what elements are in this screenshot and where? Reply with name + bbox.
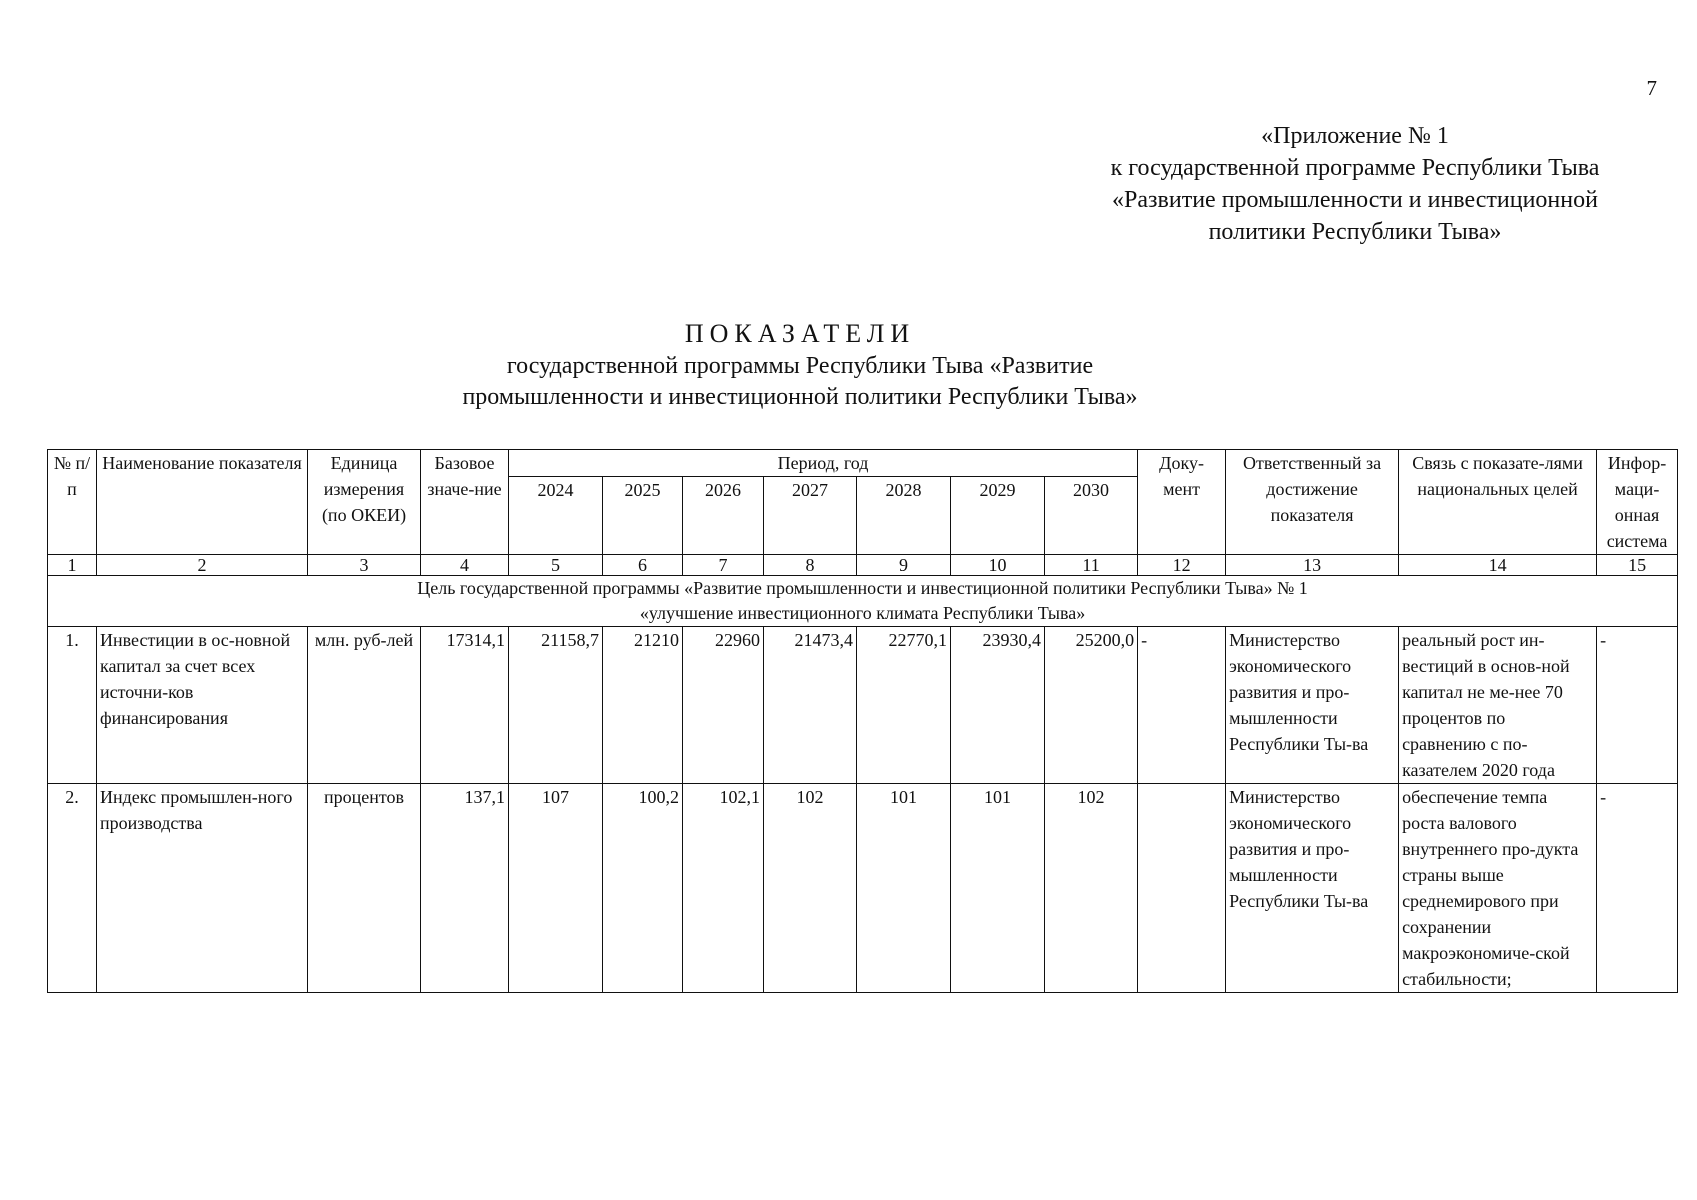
column-number: 2 [97, 555, 308, 576]
appendix-line: «Приложение № 1 [1261, 123, 1449, 149]
col-header-year: 2027 [764, 477, 857, 555]
row-document [1138, 784, 1226, 993]
row-value-2028: 101 [857, 784, 951, 993]
col-header-year: 2026 [683, 477, 764, 555]
row-value-2029: 101 [951, 784, 1045, 993]
row-unit: млн. руб-лей [308, 627, 421, 784]
goal-cell [48, 576, 1678, 627]
appendix-header [1040, 120, 1670, 248]
row-value-2026: 22960 [683, 627, 764, 784]
col-header-responsible: Ответственный за достижение показателя [1226, 450, 1399, 555]
row-info: - [1597, 784, 1678, 993]
row-num: 2. [48, 784, 97, 993]
column-number-row [48, 555, 1678, 576]
col-header-unit: Единица измерения (по ОКЕИ) [308, 450, 421, 555]
column-number: 12 [1138, 555, 1226, 576]
row-value-2026: 102,1 [683, 784, 764, 993]
row-name: Индекс промышлен-ного производства [97, 784, 308, 993]
col-header-base: Базовое значе-ние [421, 450, 509, 555]
row-value-2024: 21158,7 [509, 627, 603, 784]
column-number: 4 [421, 555, 509, 576]
row-base: 17314,1 [421, 627, 509, 784]
header-row [48, 450, 1678, 477]
row-value-2027: 21473,4 [764, 627, 857, 784]
goal-line: «улучшение инвестиционного климата Республики Тыва» [639, 603, 1086, 623]
row-name: Инвестиции в ос-новной капитал за счет всех источни-ков финансирования [97, 627, 308, 784]
column-number: 10 [951, 555, 1045, 576]
row-info: - [1597, 627, 1678, 784]
document-title-block [300, 318, 1300, 413]
row-value-2027: 102 [764, 784, 857, 993]
appendix-line: к государственной программе Республики Тыва [1110, 155, 1600, 181]
row-link: обеспечение темпа роста валового внутреннего про-дукта страны выше среднемирового при сохранении макроэкономиче-ской стабильности; [1399, 784, 1597, 993]
goal-line: Цель государственной программы «Развитие промышленности и инвестиционной политики Республики Тыва» № 1 [417, 578, 1308, 598]
col-header-year: 2024 [509, 477, 603, 555]
column-number: 1 [48, 555, 97, 576]
col-header-year: 2025 [603, 477, 683, 555]
row-unit: процентов [308, 784, 421, 993]
table-row [48, 784, 1678, 993]
col-header-info: Инфор-маци-онная система [1597, 450, 1678, 555]
document-subtitle: государственной программы Республики Тыва «Развитие [506, 353, 1094, 379]
col-header-num: № п/п [48, 450, 97, 555]
column-number: 9 [857, 555, 951, 576]
col-header-year: 2028 [857, 477, 951, 555]
goal-row [48, 576, 1678, 627]
column-number: 6 [603, 555, 683, 576]
col-header-year: 2029 [951, 477, 1045, 555]
column-number: 14 [1399, 555, 1597, 576]
document-title: ПОКАЗАТЕЛИ [684, 319, 916, 348]
indicators-table [47, 449, 1678, 993]
row-value-2025: 21210 [603, 627, 683, 784]
col-header-year: 2030 [1045, 477, 1138, 555]
row-value-2025: 100,2 [603, 784, 683, 993]
col-header-link: Связь с показате-лями национальных целей [1399, 450, 1597, 555]
row-base: 137,1 [421, 784, 509, 993]
row-value-2030: 102 [1045, 784, 1138, 993]
column-number: 13 [1226, 555, 1399, 576]
table-row [48, 627, 1678, 784]
row-responsible: Министерство экономического развития и про-мышленности Республики Ты-ва [1226, 627, 1399, 784]
column-number: 11 [1045, 555, 1138, 576]
document-subtitle: промышленности и инвестиционной политики Республики Тыва» [462, 384, 1138, 410]
column-number: 8 [764, 555, 857, 576]
appendix-line: «Развитие промышленности и инвестиционной [1112, 187, 1598, 213]
row-value-2024: 107 [509, 784, 603, 993]
row-link: реальный рост ин-вестиций в основ-ной капитал не ме-нее 70 процентов по сравнению с по-казателем 2020 года [1399, 627, 1597, 784]
row-responsible: Министерство экономического развития и про-мышленности Республики Ты-ва [1226, 784, 1399, 993]
col-header-name: Наименование показателя [97, 450, 308, 555]
column-number: 7 [683, 555, 764, 576]
row-value-2028: 22770,1 [857, 627, 951, 784]
column-number: 5 [509, 555, 603, 576]
row-document: - [1138, 627, 1226, 784]
col-header-period: Период, год [509, 450, 1138, 477]
page-number: 7 [1646, 76, 1657, 100]
appendix-line: политики Республики Тыва» [1208, 219, 1502, 245]
row-num: 1. [48, 627, 97, 784]
col-header-document: Доку-мент [1138, 450, 1226, 555]
row-value-2030: 25200,0 [1045, 627, 1138, 784]
column-number: 3 [308, 555, 421, 576]
row-value-2029: 23930,4 [951, 627, 1045, 784]
column-number: 15 [1597, 555, 1678, 576]
